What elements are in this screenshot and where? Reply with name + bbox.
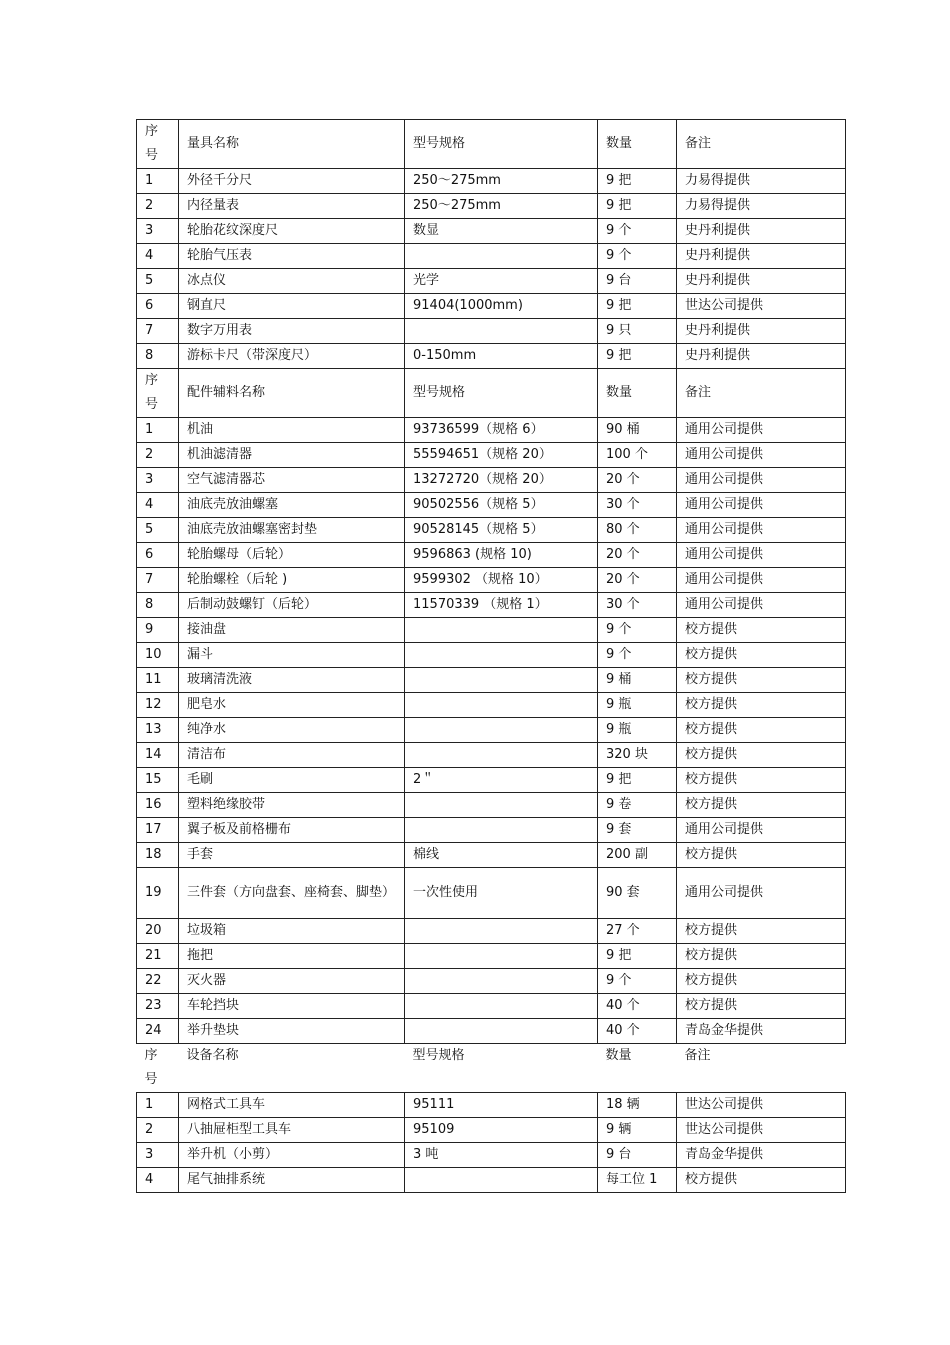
cell-name: 三件套（方向盘套、座椅套、脚垫） [179,868,405,919]
cell-quantity: 9 只 [598,319,677,344]
cell-quantity: 9 把 [598,768,677,793]
cell-index: 3 [137,1143,179,1168]
table-row [137,994,846,1019]
cell-quantity: 9 个 [598,618,677,643]
cell-spec [405,919,598,944]
cell-spec: 光学 [405,269,598,294]
cell-index: 9 [137,618,179,643]
cell-index: 12 [137,693,179,718]
cell-index: 18 [137,843,179,868]
cell-index: 8 [137,593,179,618]
cell-name: 肥皂水 [179,693,405,718]
cell-spec [405,793,598,818]
cell-note: 校方提供 [677,919,846,944]
cell-note: 通用公司提供 [677,818,846,843]
cell-quantity: 320 块 [598,743,677,768]
cell-name: 轮胎气压表 [179,244,405,269]
cell-index: 17 [137,818,179,843]
cell-name: 举升机（小剪） [179,1143,405,1168]
table-row [137,294,846,319]
cell-spec: 13272720（规格 20） [405,468,598,493]
table-row [137,344,846,369]
cell-name: 塑料绝缘胶带 [179,793,405,818]
table-row [137,219,846,244]
cell-quantity: 30 个 [598,593,677,618]
cell-name: 翼子板及前格栅布 [179,818,405,843]
cell-note: 校方提供 [677,643,846,668]
cell-name: 接油盘 [179,618,405,643]
cell-name: 内径量表 [179,194,405,219]
cell-spec: 90502556（规格 5） [405,493,598,518]
cell-index: 6 [137,543,179,568]
equipment-table-body [137,120,846,1193]
cell-spec [405,668,598,693]
cell-quantity: 20 个 [598,568,677,593]
cell-note: 通用公司提供 [677,518,846,543]
cell-spec: 93736599（规格 6） [405,418,598,443]
cell-spec: 一次性使用 [405,868,598,919]
table-row [137,668,846,693]
cell-index: 1 [137,169,179,194]
cell-name: 网格式工具车 [179,1093,405,1118]
cell-quantity: 40 个 [598,994,677,1019]
cell-spec: 250～275mm [405,194,598,219]
cell-spec: 0-150mm [405,344,598,369]
cell-name: 后制动鼓螺钉（后轮） [179,593,405,618]
cell-index: 4 [137,244,179,269]
cell-spec: 3 吨 [405,1143,598,1168]
cell-spec [405,319,598,344]
cell-note: 力易得提供 [677,169,846,194]
table-row [137,493,846,518]
cell-quantity: 27 个 [598,919,677,944]
cell-quantity: 18 辆 [598,1093,677,1118]
cell-note: 力易得提供 [677,194,846,219]
table-row [137,269,846,294]
cell-quantity: 90 套 [598,868,677,919]
cell-index: 13 [137,718,179,743]
cell-index: 2 [137,443,179,468]
cell-note: 通用公司提供 [677,468,846,493]
header-index: 序号 [137,369,179,418]
cell-spec: 55594651（规格 20） [405,443,598,468]
cell-quantity: 9 卷 [598,793,677,818]
cell-index: 19 [137,868,179,919]
cell-index: 4 [137,1168,179,1193]
cell-name: 游标卡尺（带深度尺） [179,344,405,369]
cell-note: 史丹利提供 [677,269,846,294]
table-row [137,718,846,743]
cell-name: 油底壳放油螺塞 [179,493,405,518]
cell-note: 校方提供 [677,693,846,718]
cell-spec: 90528145（规格 5） [405,518,598,543]
cell-quantity: 9 个 [598,219,677,244]
cell-name: 灭火器 [179,969,405,994]
cell-index: 14 [137,743,179,768]
cell-index: 22 [137,969,179,994]
cell-quantity: 9 套 [598,818,677,843]
header-spec: 型号规格 [405,120,598,169]
cell-spec: 数显 [405,219,598,244]
cell-index: 24 [137,1019,179,1044]
cell-index: 3 [137,219,179,244]
header-quantity: 数量 [598,120,677,169]
header-note: 备注 [677,120,846,169]
cell-name: 钢直尺 [179,294,405,319]
cell-note: 校方提供 [677,793,846,818]
cell-spec [405,743,598,768]
cell-quantity: 80 个 [598,518,677,543]
table-row [137,743,846,768]
section-header-row [137,120,846,169]
cell-quantity: 9 个 [598,643,677,668]
cell-quantity: 9 把 [598,944,677,969]
cell-name: 油底壳放油螺塞密封垫 [179,518,405,543]
header-name: 配件辅料名称 [179,369,405,418]
cell-quantity: 9 个 [598,244,677,269]
cell-name: 玻璃清洗液 [179,668,405,693]
cell-quantity: 9 个 [598,969,677,994]
cell-quantity: 9 辆 [598,1118,677,1143]
cell-note: 通用公司提供 [677,418,846,443]
header-index: 序号 [137,1044,179,1093]
cell-note: 通用公司提供 [677,568,846,593]
table-row [137,169,846,194]
cell-spec [405,994,598,1019]
cell-quantity: 9 把 [598,169,677,194]
cell-quantity: 9 把 [598,344,677,369]
cell-name: 毛刷 [179,768,405,793]
cell-spec: 棉线 [405,843,598,868]
cell-spec [405,944,598,969]
table-row [137,969,846,994]
cell-name: 纯净水 [179,718,405,743]
table-row [137,1093,846,1118]
cell-name: 机油滤清器 [179,443,405,468]
cell-spec [405,244,598,269]
cell-note: 史丹利提供 [677,244,846,269]
cell-spec [405,643,598,668]
cell-quantity: 9 把 [598,294,677,319]
cell-note: 校方提供 [677,743,846,768]
header-index: 序号 [137,120,179,169]
cell-index: 5 [137,518,179,543]
cell-note: 校方提供 [677,944,846,969]
cell-quantity: 9 台 [598,269,677,294]
cell-note: 校方提供 [677,618,846,643]
cell-name: 外径千分尺 [179,169,405,194]
cell-index: 8 [137,344,179,369]
cell-name: 手套 [179,843,405,868]
table-row [137,468,846,493]
cell-index: 7 [137,319,179,344]
cell-spec [405,718,598,743]
header-spec: 型号规格 [405,369,598,418]
table-row [137,843,846,868]
table-row [137,443,846,468]
cell-note: 通用公司提供 [677,593,846,618]
cell-spec [405,618,598,643]
cell-name: 尾气抽排系统 [179,1168,405,1193]
cell-spec [405,818,598,843]
cell-quantity: 90 桶 [598,418,677,443]
cell-note: 通用公司提供 [677,868,846,919]
table-row [137,1118,846,1143]
table-row [137,418,846,443]
header-name: 设备名称 [179,1044,405,1093]
section-header-row [137,369,846,418]
cell-name: 轮胎螺母（后轮） [179,543,405,568]
cell-index: 23 [137,994,179,1019]
cell-quantity: 20 个 [598,543,677,568]
table-row [137,1143,846,1168]
cell-quantity: 每工位 1 [598,1168,677,1193]
cell-spec [405,1168,598,1193]
cell-index: 15 [137,768,179,793]
cell-quantity: 9 把 [598,194,677,219]
table-row [137,518,846,543]
table-row [137,618,846,643]
cell-index: 5 [137,269,179,294]
cell-index: 20 [137,919,179,944]
header-spec: 型号规格 [405,1044,598,1093]
cell-note: 校方提供 [677,843,846,868]
cell-note: 史丹利提供 [677,219,846,244]
cell-note: 校方提供 [677,718,846,743]
cell-note: 史丹利提供 [677,319,846,344]
cell-index: 3 [137,468,179,493]
table-row [137,793,846,818]
cell-note: 通用公司提供 [677,543,846,568]
equipment-table [136,119,846,1193]
cell-spec [405,969,598,994]
cell-name: 冰点仪 [179,269,405,294]
cell-spec: 250～275mm [405,169,598,194]
cell-name: 垃圾箱 [179,919,405,944]
cell-note: 校方提供 [677,768,846,793]
cell-note: 史丹利提供 [677,344,846,369]
cell-quantity: 9 瓶 [598,718,677,743]
cell-index: 2 [137,194,179,219]
cell-index: 1 [137,1093,179,1118]
cell-spec: 9599302 （规格 10） [405,568,598,593]
table-row [137,818,846,843]
header-note: 备注 [677,369,846,418]
table-row [137,568,846,593]
table-row [137,1168,846,1193]
cell-index: 7 [137,568,179,593]
section-header-row [137,1044,846,1093]
cell-quantity: 200 副 [598,843,677,868]
cell-spec: 91404(1000mm) [405,294,598,319]
table-row [137,244,846,269]
cell-index: 2 [137,1118,179,1143]
cell-note: 校方提供 [677,1168,846,1193]
cell-name: 机油 [179,418,405,443]
cell-spec: 9596863 (规格 10) [405,543,598,568]
cell-note: 校方提供 [677,969,846,994]
table-row [137,1019,846,1044]
cell-spec [405,693,598,718]
table-row [137,319,846,344]
cell-name: 漏斗 [179,643,405,668]
cell-name: 轮胎花纹深度尺 [179,219,405,244]
cell-name: 清洁布 [179,743,405,768]
cell-index: 1 [137,418,179,443]
table-row [137,919,846,944]
cell-spec: 11570339 （规格 1） [405,593,598,618]
header-name: 量具名称 [179,120,405,169]
cell-name: 拖把 [179,944,405,969]
cell-note: 世达公司提供 [677,294,846,319]
cell-index: 10 [137,643,179,668]
cell-quantity: 20 个 [598,468,677,493]
cell-note: 青岛金华提供 [677,1019,846,1044]
table-row [137,643,846,668]
cell-name: 轮胎螺栓（后轮 ) [179,568,405,593]
cell-index: 11 [137,668,179,693]
header-note: 备注 [677,1044,846,1093]
table-row [137,543,846,568]
cell-quantity: 40 个 [598,1019,677,1044]
table-row [137,693,846,718]
cell-quantity: 9 瓶 [598,693,677,718]
cell-note: 校方提供 [677,994,846,1019]
table-row [137,593,846,618]
cell-index: 4 [137,493,179,518]
cell-name: 数字万用表 [179,319,405,344]
header-quantity: 数量 [598,369,677,418]
cell-note: 通用公司提供 [677,493,846,518]
cell-quantity: 9 桶 [598,668,677,693]
cell-name: 空气滤清器芯 [179,468,405,493]
cell-name: 举升垫块 [179,1019,405,1044]
cell-quantity: 30 个 [598,493,677,518]
cell-spec: 2＂ [405,768,598,793]
cell-note: 世达公司提供 [677,1093,846,1118]
cell-quantity: 100 个 [598,443,677,468]
cell-note: 通用公司提供 [677,443,846,468]
cell-index: 21 [137,944,179,969]
cell-note: 世达公司提供 [677,1118,846,1143]
table-row [137,944,846,969]
equipment-list-page [136,119,845,1193]
cell-name: 车轮挡块 [179,994,405,1019]
cell-index: 16 [137,793,179,818]
header-quantity: 数量 [598,1044,677,1093]
cell-spec [405,1019,598,1044]
table-row [137,194,846,219]
cell-name: 八抽屉柜型工具车 [179,1118,405,1143]
cell-note: 青岛金华提供 [677,1143,846,1168]
table-row [137,868,846,919]
cell-spec: 95111 [405,1093,598,1118]
cell-note: 校方提供 [677,668,846,693]
cell-spec: 95109 [405,1118,598,1143]
table-row [137,768,846,793]
cell-index: 6 [137,294,179,319]
cell-quantity: 9 台 [598,1143,677,1168]
